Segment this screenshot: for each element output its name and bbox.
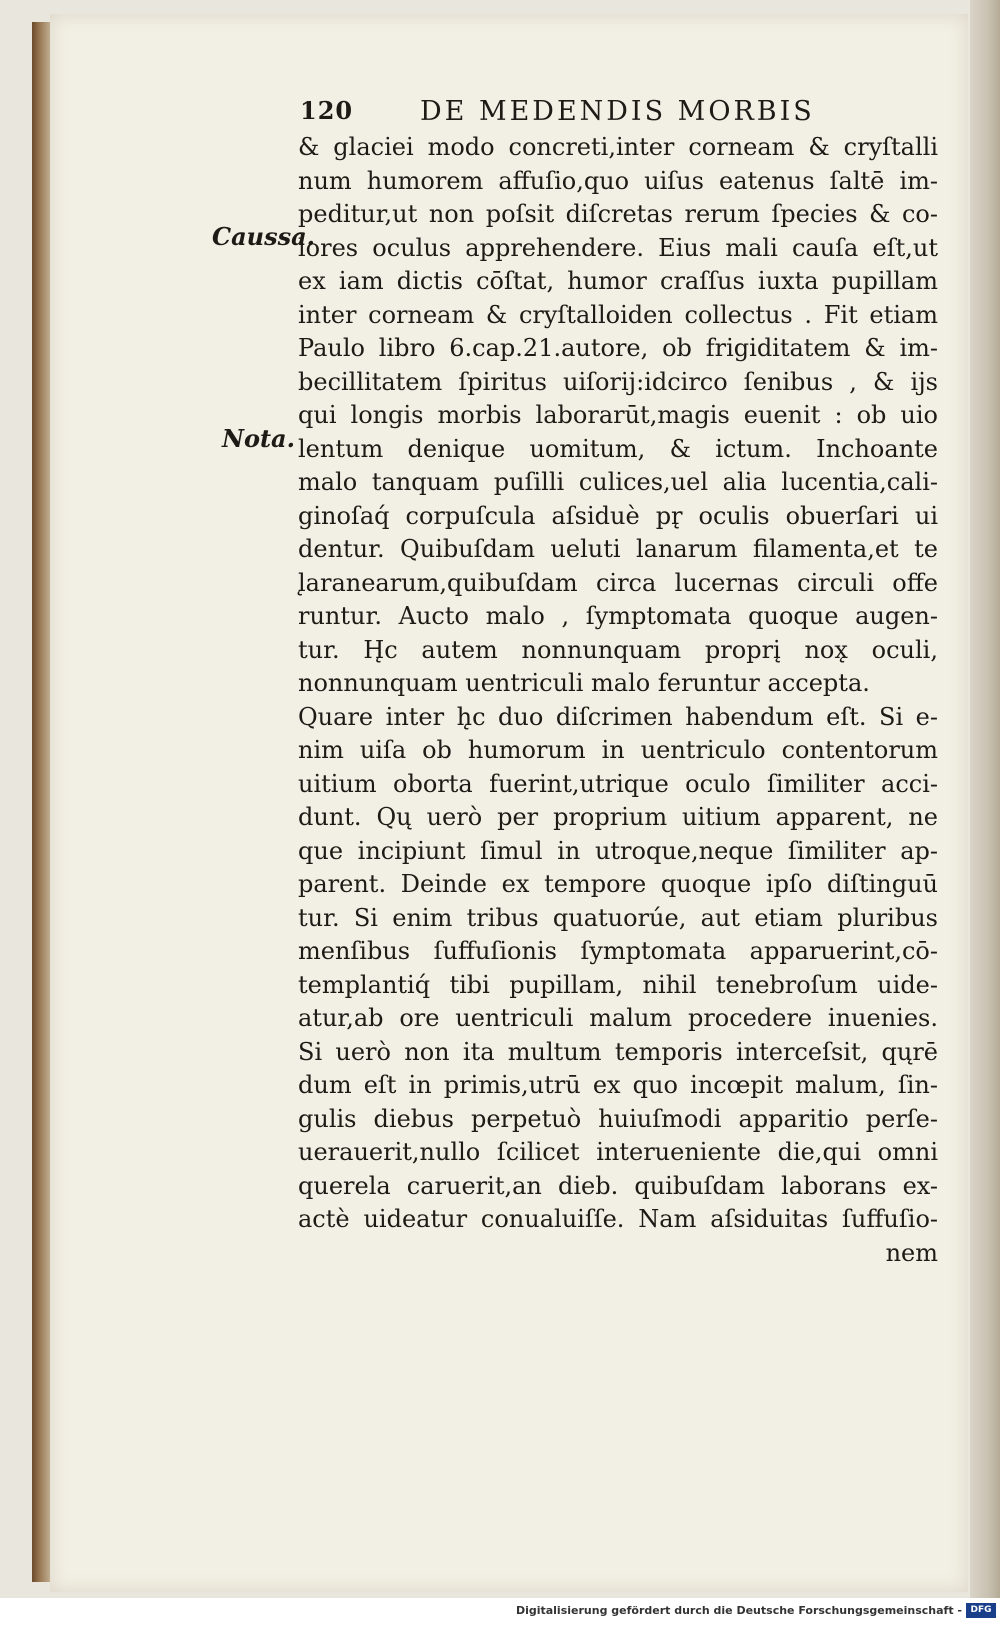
text-line: lores oculus apprehendere. Eius mali cauſa eſt,ut [298, 233, 938, 262]
text-line: peditur,ut non poſsit diſcretas rerum ſpecies & co- [298, 200, 938, 228]
text-line: uitium oborta fuerint,utrique oculo ſimiliter acci- [298, 769, 938, 798]
marginal-note-nota: Nota. [222, 424, 295, 453]
text-line: runtur. Aucto malo , ſymptomata quoque augen- [298, 602, 938, 630]
text-line: parent. Deinde ex tempore quoque ipſo diſtinguū [298, 870, 938, 898]
text-line: nim uiſa ob humorum in uentriculo contentorum [298, 736, 938, 764]
text-line: dentur. Quibuſdam ueluti lanarum filamenta,et te [298, 535, 938, 563]
facing-page-edge [970, 0, 1000, 1598]
text-line: tur. Si enim tribus quatuorúe, aut etiam pluribus [298, 903, 938, 932]
text-line: ex iam dictis cōſtat, humor craſſus iuxta pupillam [298, 267, 938, 295]
page-number: 120 [300, 96, 354, 125]
text-line: num humorem affuſio,quo uiſus eatenus ſaltē im- [298, 166, 938, 195]
text-line: becillitatem ſpiritus uiſorij:idcirco ſenibus , & ijs [298, 367, 938, 396]
marginal-note-causa: Caussa. [212, 222, 316, 251]
dfg-logo-icon: DFG [966, 1603, 996, 1618]
text-line: gulis diebus perpetuò huiuſmodi apparitio perſe- [298, 1104, 938, 1133]
running-head [300, 96, 860, 130]
text-line: atur,ab ore uentriculi malum procedere inuenies. [298, 1004, 938, 1032]
text-line: nonnunquam uentriculi malo feruntur accepta. [298, 669, 870, 697]
text-line: querela caruerit,an dieb. quibuſdam laborans ex- [298, 1171, 938, 1200]
text-line: malo tanquam puſilli culices,uel alia lucentia,cali- [298, 468, 938, 496]
footer-credit-bar [0, 1598, 1000, 1627]
text-line: actè uideatur conualuiſſe. Nam aſsiduitas ſuffuſio- [298, 1205, 938, 1233]
text-line: inter corneam & cryſtalloiden collectus . Fit etiam [298, 300, 938, 329]
text-line: qui longis morbis laborarūt,magis euenit : ob uio [298, 401, 938, 429]
text-line: menſibus ſuffuſionis ſymptomata apparuerint,cō- [298, 937, 938, 965]
text-line: dunt. Qų uerò per proprium uitium apparent, ne [298, 803, 938, 831]
text-line: uerauerit,nullo ſcilicet interueniente die,qui omni [298, 1138, 938, 1166]
text-line: templantiq́ tibi pupillam, nihil tenebroſum uide- [298, 970, 938, 999]
catchword: nem [885, 1238, 938, 1267]
funding-credit-text: Digitalisierung gefördert durch die Deutsche Forschungsgemeinschaft - [515, 1604, 962, 1617]
body-text [298, 131, 938, 1270]
text-line: l̨aranearum,quibuſdam circa lucernas circuli offe [298, 568, 938, 597]
text-line: que incipiunt ſimul in utroque,neque ſimiliter ap- [298, 836, 938, 865]
text-line: lentum denique uomitum, & ictum. Inchoante [298, 434, 938, 463]
text-line: ginoſaq́ corpuſcula aſsiduè pr̨ oculis obuerſari ui [298, 501, 938, 530]
text-line: tur. H̨c autem nonnunquam proprį nox̨ oculi, [298, 635, 938, 664]
text-line: & glaciei modo concreti,inter corneam & cryſtalli [298, 133, 938, 161]
running-title: DE MEDENDIS MORBIS [420, 96, 815, 127]
text-line: Paulo libro 6.cap.21.autore, ob frigiditatem & im- [298, 334, 938, 362]
text-line: Si uerò non ita multum temporis interceſsit, qųrē [298, 1037, 938, 1066]
text-line: dum eſt in primis,utrū ex quo incœpit malum, ſin- [298, 1071, 938, 1099]
book-binding-edge [32, 22, 52, 1582]
text-line: Quare inter h̨c duo diſcrimen habendum eſt. Si e- [298, 702, 938, 731]
